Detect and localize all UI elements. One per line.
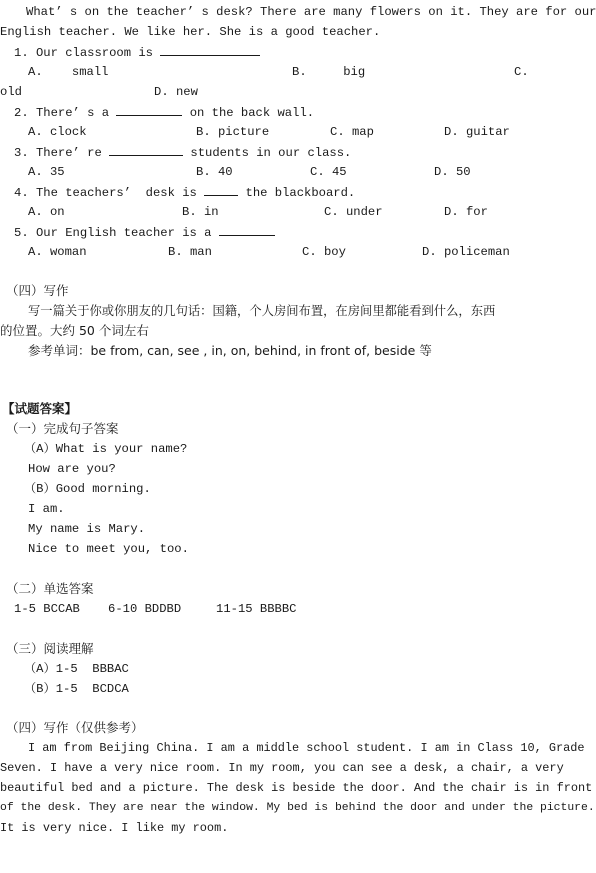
- answer-blank: [204, 184, 238, 196]
- q1-option-c-text: old: [0, 85, 22, 99]
- answers-part2-group-3: 11-15 BBBBC: [216, 602, 297, 616]
- q3-option-d: D. 50: [434, 165, 471, 179]
- q2-option-a: A. clock: [28, 125, 87, 139]
- answer-blank: [109, 144, 183, 156]
- answer-line: How are you?: [28, 462, 116, 476]
- answer-line: My name is Mary.: [28, 522, 146, 536]
- answers-part4-heading: （四）写作（仅供参考）: [6, 720, 144, 735]
- passage-line-1: What’ s on the teacher’ s desk? There are many flowers on it. They are for our: [26, 5, 596, 19]
- answers-part2-group-2: 6-10 BDDBD: [108, 602, 182, 616]
- essay-line: Seven. I have a very nice room. In my room, you can see a desk, a chair, a very: [0, 761, 564, 775]
- answer-line: Nice to meet you, too.: [28, 542, 189, 556]
- answers-title: 【试题答案】: [2, 401, 78, 416]
- question-3-stem: 3. There’ re: [14, 146, 102, 160]
- answers-part2-heading: （二）单选答案: [6, 581, 94, 596]
- essay-line: I am from Beijing China. I am a middle school student. I am in Class 10, Grade: [28, 741, 585, 755]
- answer-blank: [116, 104, 182, 116]
- answer-line: I am.: [28, 502, 65, 516]
- question-2-stem: 2. There’ s a: [14, 106, 110, 120]
- question-3: [14, 144, 351, 161]
- passage-line-2: English teacher. We like her. She is a good teacher.: [0, 25, 381, 39]
- question-1-stem: 1. Our classroom is: [14, 46, 153, 60]
- answers-part3-a: （A）1-5 BBBAC: [24, 662, 129, 676]
- q3-option-b: B. 40: [196, 165, 233, 179]
- q2-option-d: D. guitar: [444, 125, 510, 139]
- writing-instruction-1: 写一篇关于你或你朋友的几句话：国籍，个人房间布置，在房间里都能看到什么，东西: [28, 304, 496, 318]
- writing-heading: （四）写作: [6, 283, 69, 298]
- q5-option-d: D. policeman: [422, 245, 510, 259]
- answer-blank: [160, 44, 260, 56]
- question-4-stem-end: the blackboard.: [245, 186, 356, 200]
- answers-part1-heading: （一）完成句子答案: [6, 421, 119, 436]
- question-2-stem-end: on the back wall.: [189, 106, 315, 120]
- question-4: [14, 184, 355, 201]
- answers-part2-group-1: 1-5 BCCAB: [14, 602, 80, 616]
- q4-option-d: D. for: [444, 205, 488, 219]
- answer-line: （A）What is your name?: [24, 442, 188, 456]
- q2-option-b: B. picture: [196, 125, 270, 139]
- essay-line: It is very nice. I like my room.: [0, 821, 229, 835]
- q3-option-a: A. 35: [28, 165, 65, 179]
- answers-part3-heading: （三）阅读理解: [6, 641, 94, 656]
- q4-option-c: C. under: [324, 205, 383, 219]
- question-5: [14, 224, 275, 241]
- essay-line: beautiful bed and a picture. The desk is beside the door. And the chair is in front: [0, 781, 593, 795]
- q1-option-d: D. new: [154, 85, 198, 99]
- q5-option-c: C. boy: [302, 245, 346, 259]
- q1-option-c-label: C.: [514, 65, 529, 79]
- q1-option-b: B. big: [292, 65, 366, 79]
- q3-option-c: C. 45: [310, 165, 347, 179]
- answer-line: （B）Good morning.: [24, 482, 151, 496]
- q1-option-a: A. small: [28, 65, 109, 79]
- q4-option-b: B. in: [182, 205, 219, 219]
- essay-line: of the desk. They are near the window. My bed is behind the door and under the picture.: [0, 802, 595, 814]
- writing-reference-words: 参考单词：be from, can, see , in, on, behind, in front of, beside 等: [28, 343, 432, 358]
- question-2: [14, 104, 314, 121]
- q5-option-a: A. woman: [28, 245, 87, 259]
- writing-instruction-2: 的位置。大约 50 个词左右: [0, 323, 149, 338]
- answers-part3-b: （B）1-5 BCDCA: [24, 682, 129, 696]
- question-1: [14, 44, 260, 61]
- q2-option-c: C. map: [330, 125, 374, 139]
- question-5-stem: 5. Our English teacher is a: [14, 226, 212, 240]
- answer-blank: [219, 224, 275, 236]
- q5-option-b: B. man: [168, 245, 212, 259]
- q4-option-a: A. on: [28, 205, 65, 219]
- question-3-stem-end: students in our class.: [190, 146, 352, 160]
- question-4-stem: 4. The teachers’ desk is: [14, 186, 197, 200]
